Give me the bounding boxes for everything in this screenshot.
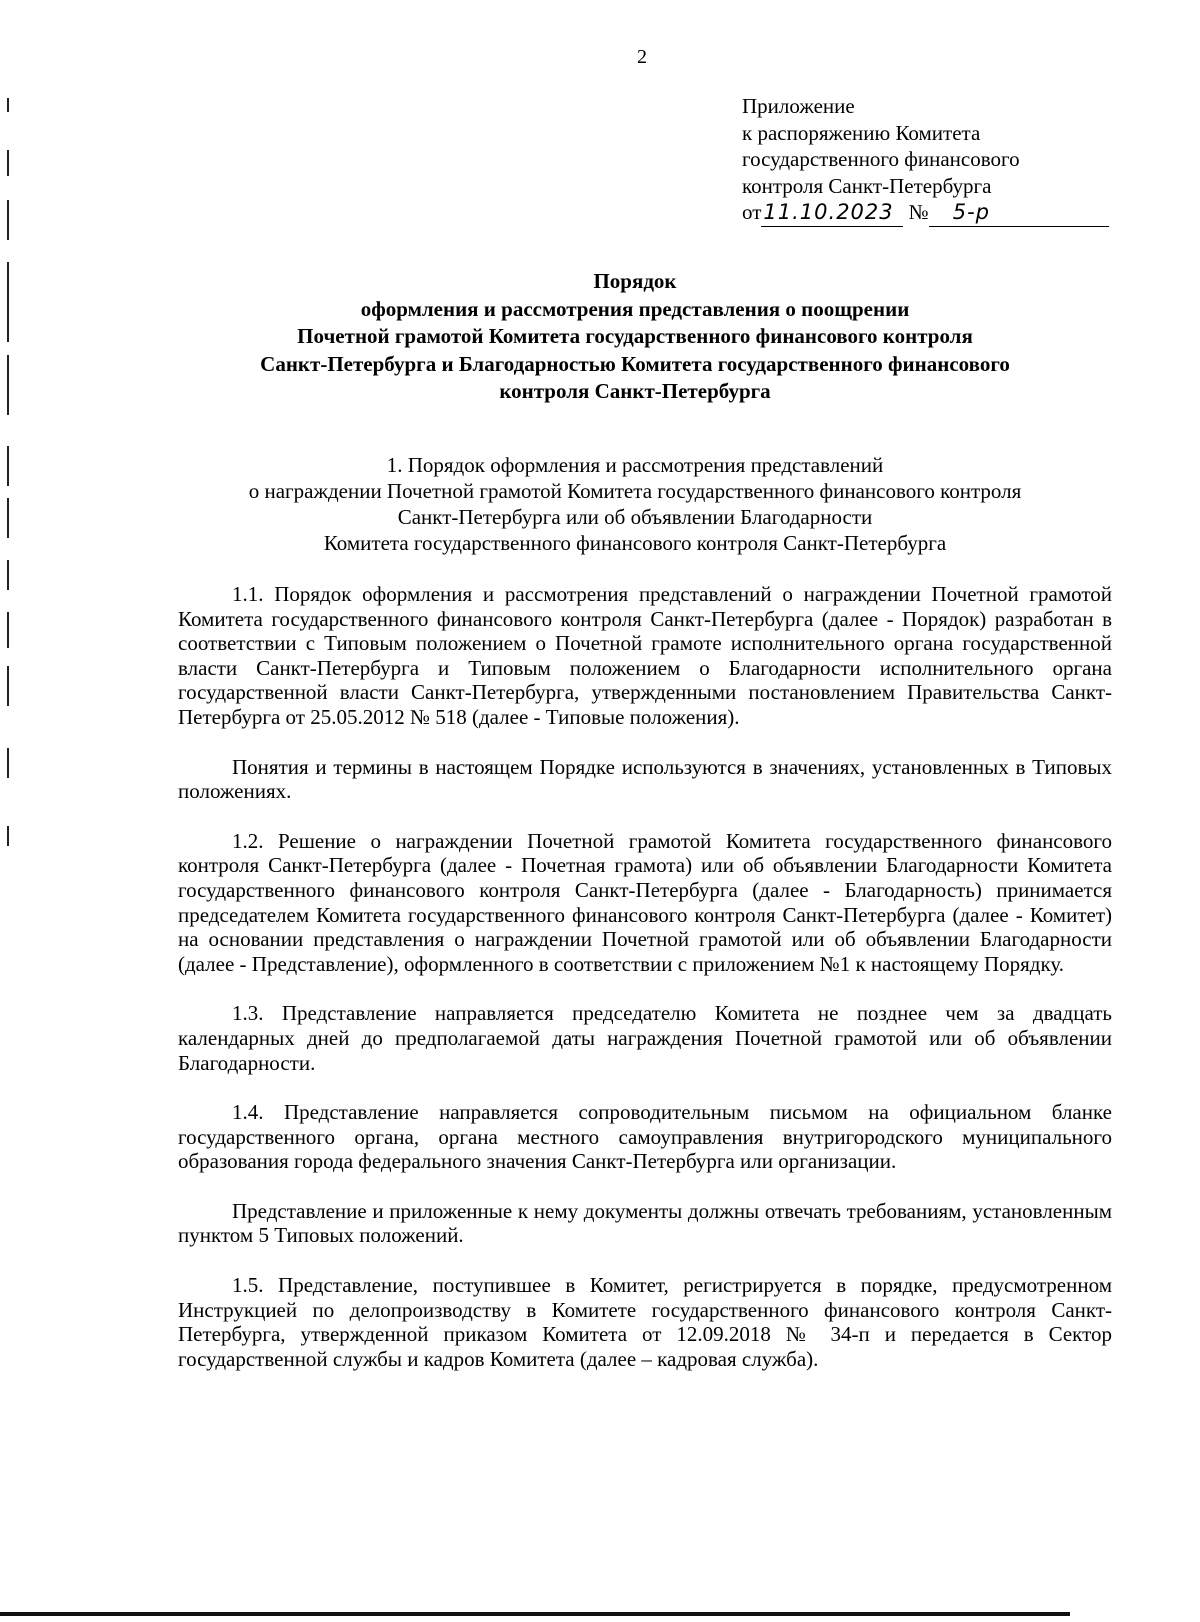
scan-margin-mark: [7, 262, 9, 342]
scan-margin-mark: [7, 498, 9, 538]
section-heading-line: Санкт-Петербурга или об объявлении Благодарности: [397, 505, 873, 529]
scan-margin-mark: [7, 748, 9, 778]
section-heading-line: 1. Порядок оформления и рассмотрения представлений: [386, 453, 884, 477]
scan-margin-mark: [7, 150, 9, 176]
appendix-date-line: [742, 199, 1109, 227]
scan-footer-line: [0, 1612, 1070, 1616]
page-number: 2: [637, 46, 647, 68]
handwritten-date: 11.10.2023: [761, 199, 903, 227]
appendix-line: контроля Санкт-Петербурга: [742, 173, 992, 198]
paragraph-1-1: 1.1. Порядок оформления и рассмотрения представлений о награждении Почетной грамотой Комитета государственного финансового контроля Санкт-Петербурга (далее - Порядок) разработан в соответствии с Типовым положением о Почетной грамоте исполнительного органа государственной власти Санкт-Петербурга и Типовым положением о Благодарности исполнительного органа государственной власти Санкт-Петербурга, утвержденными постановлением Правительства Санкт-Петербурга от 25.05.2012 № 518 (далее - Типовые положения).: [178, 582, 1112, 729]
appendix-line: Приложение: [742, 94, 855, 118]
scan-margin-mark: [7, 355, 9, 415]
paragraph-terms: Понятия и термины в настоящем Порядке используются в значениях, установленных в Типовых положениях.: [178, 754, 1112, 804]
title-line: контроля Санкт-Петербурга: [499, 379, 771, 403]
handwritten-number: 5-р: [929, 199, 1109, 227]
appendix-line: к распоряжению Комитета: [742, 120, 981, 145]
number-prefix: №: [908, 200, 929, 224]
title-line: Санкт-Петербурга и Благодарностью Комитета государственного финансового: [260, 351, 1010, 376]
scan-margin-mark: [7, 666, 9, 706]
title-line: Почетной грамотой Комитета государственного финансового контроля: [297, 324, 973, 348]
paragraph-1-4: 1.4. Представление направляется сопроводительным письмом на официальном бланке государственного органа, органа местного самоуправления внутригородского муниципального образования города федерального значения Санкт-Петербурга или организации.: [178, 1100, 1112, 1174]
date-prefix: от: [742, 200, 762, 224]
title-line: оформления и рассмотрения представления о поощрении: [360, 296, 910, 321]
document-title: [150, 268, 1120, 406]
appendix-header: [742, 93, 1109, 227]
paragraph-1-5: 1.5. Представление, поступившее в Комитет, регистрируется в порядке, предусмотренном Инструкцией по делопроизводству в Комитете государственного финансового контроля Санкт-Петербурга, утвержденной приказом Комитета от 12.09.2018 № 34-п и передается в Сектор государственной службы и кадров Комитета (далее – кадровая служба).: [178, 1273, 1112, 1371]
scan-margin-mark: [7, 560, 9, 590]
scan-margin-mark: [7, 826, 9, 846]
scan-margin-mark: [7, 98, 9, 112]
document-body: [178, 582, 1112, 1396]
section-heading-line: о награждении Почетной грамотой Комитета государственного финансового контроля: [248, 479, 1022, 503]
scan-margin-mark: [7, 200, 9, 240]
scan-margin-mark: [7, 446, 9, 486]
title-line: Порядок: [593, 269, 677, 293]
paragraph-1-3: 1.3. Представление направляется председателю Комитета не позднее чем за двадцать календарных дней до предполагаемой даты награждения Почетной грамотой или об объявлении Благодарности.: [178, 1001, 1112, 1075]
scan-margin-mark: [7, 612, 9, 648]
appendix-line: государственного финансового: [742, 147, 1020, 171]
paragraph-requirements: Представление и приложенные к нему документы должны отвечать требованиям, установленным пунктом 5 Типовых положений.: [178, 1198, 1112, 1248]
section-heading: [150, 452, 1120, 556]
paragraph-1-2: 1.2. Решение о награждении Почетной грамотой Комитета государственного финансового контроля Санкт-Петербурга (далее - Почетная грамота) или об объявлении Благодарности Комитета государственного финансового контроля Санкт-Петербурга (далее - Благодарность) принимается председателем Комитета государственного финансового контроля Санкт-Петербурга (далее - Комитет) на основании представления о награждении Почетной грамотой или об объявлении Благодарности (далее - Представление), оформленного в соответствии с приложением №1 к настоящему Порядку.: [178, 828, 1112, 976]
section-heading-line: Комитета государственного финансового контроля Санкт-Петербурга: [323, 531, 947, 555]
